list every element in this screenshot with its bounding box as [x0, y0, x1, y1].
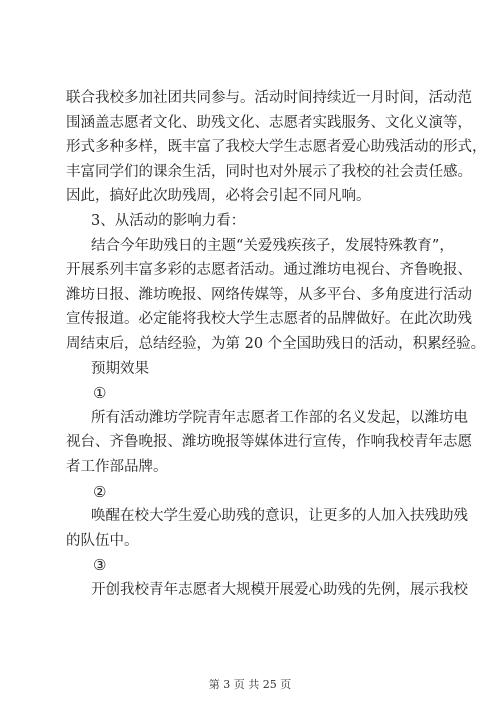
- text-line: 丰富同学们的课余生活，同时也对外展示了我校的社会责任感。: [66, 163, 472, 180]
- text-line: 所有活动潍坊学院青年志愿者工作部的名义发起，以潍坊电: [91, 409, 468, 426]
- text-line: 围涵盖志愿者文化、助残文化、志愿者实践服务、文化义演等，: [66, 114, 472, 131]
- page-footer: 第 3 页 共 25 页: [208, 678, 292, 691]
- text-line: 结合今年助残日的主题“关爱残疾孩子，发展特殊教育”，: [91, 237, 454, 254]
- text-line: 视台、齐鲁晚报、潍坊晚报等媒体进行宣传，作响我校青年志愿: [66, 434, 472, 451]
- list-marker: ②: [93, 482, 107, 501]
- list-marker: ①: [93, 384, 107, 403]
- text-line: 潍坊日报、潍坊晚报、网络传媒等，从多平台、多角度进行活动: [66, 286, 472, 303]
- list-marker: ③: [93, 556, 107, 575]
- text-line: 宣传报道。必定能将我校大学生志愿者的品牌做好。在此次助残: [66, 311, 472, 328]
- text-line: 开创我校青年志愿者大规模开展爱心助残的先例，展示我校: [91, 581, 468, 598]
- text-line: 因此，搞好此次助残周，必将会引起不同凡响。: [66, 188, 371, 205]
- text-line: 周结束后，总结经验，为第 20 个全国助残日的活动，积累经验。: [66, 335, 486, 352]
- text-line: 3、从活动的影响力看：: [91, 212, 246, 229]
- text-line: 唤醒在校大学生爱心助残的意识，让更多的人加入扶残助残: [91, 508, 468, 525]
- text-line: 者工作部品牌。: [66, 458, 168, 475]
- text-line: 联合我校多加社团共同参与。活动时间持续近一月时间，活动范: [66, 90, 472, 106]
- text-line: 开展系列丰富多彩的志愿者活动。通过潍坊电视台、齐鲁晚报、: [66, 262, 472, 279]
- text-line: 的队伍中。: [66, 532, 139, 549]
- text-line: 形式多种多样，既丰富了我校大学生志愿者爱心助残活动的形式，: [66, 139, 487, 156]
- text-line: 预期效果: [91, 360, 149, 377]
- document-body: [66, 86, 487, 602]
